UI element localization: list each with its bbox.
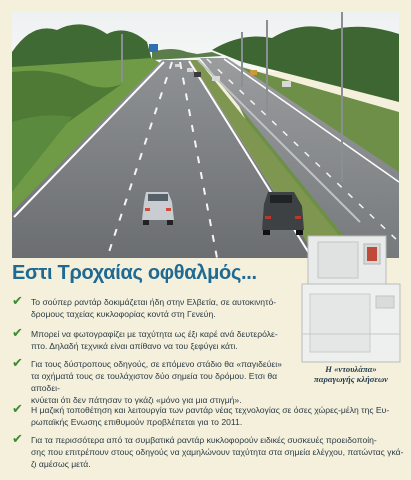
- highway-photo: [12, 12, 399, 258]
- image-caption: [292, 364, 410, 384]
- bullet-line: σης που επιτρέπουν στους οδηγούς να χαμηλώνουν ταχύτητα στα σημεία ελέγχου, πατώντας γκά-: [31, 447, 404, 457]
- bullet-line: Για τα περισσότερα από τα συμβατικά ραντάρ κυκλοφορούν ειδικές συσκευές προειδοποίη-: [31, 435, 377, 445]
- bullet-line: Η μαζική τοποθέτηση και λειτουργία των ραντάρ νέας τεχνολογίας σε όσες χώρες-μέλη της Ευ-: [31, 405, 390, 415]
- bullet-text: [31, 358, 301, 406]
- bullet-text: [31, 328, 301, 352]
- bullet-line: Για τους δύστροπους οδηγούς, σε επόμενο στάδιο θα «παγιδεύει»: [31, 359, 282, 369]
- check-mark-icon: ✔: [12, 325, 23, 340]
- check-mark-icon: ✔: [12, 431, 23, 446]
- bullet-text: [31, 296, 301, 320]
- check-mark-icon: ✔: [12, 401, 23, 416]
- caption-line-1: Η «ντουλάπα»: [325, 364, 377, 374]
- bullet-line: Μπορεί να φωτογραφίζει με ταχύτητα ως έξι καρέ ανά δευτερόλε-: [31, 329, 278, 339]
- bullet-text: [31, 404, 409, 428]
- bullet-line: ρωπαϊκής Ενωσης επιθυμούν προβλέπεται για το 2011.: [31, 417, 243, 427]
- check-mark-icon: ✔: [12, 355, 23, 370]
- bullet-line: ζι αμέσως μετά.: [31, 459, 91, 469]
- bullet-line: πτο. Δηλαδή τεχνικά είναι απίθανο να του ξεφύγει κάτι.: [31, 341, 238, 351]
- radar-cabinet-image: [300, 234, 402, 364]
- caption-line-2: παραγωγής κλήσεων: [314, 374, 388, 384]
- bullet-line: δρομους ταχείας κυκλοφορίας κοντά στη Γενεύη.: [31, 309, 216, 319]
- bullet-line: τα οχήματά τους σε τουλάχιστον δύο σημεία του δρόμου. Ετσι θα αποδει-: [31, 371, 278, 393]
- bullet-line: Το σούπερ ραντάρ δοκιμάζεται ήδη στην Ελβετία, σε αυτοκινητό-: [31, 297, 277, 307]
- article-headline: Εστι Τροχαίας οφθαλμός...: [12, 262, 257, 284]
- bullet-text: [31, 434, 409, 470]
- check-mark-icon: ✔: [12, 293, 23, 308]
- bullet-line: κνύεται ότι δεν πάτησαν το γκάζι «μόνο για μια στιγμή».: [31, 395, 242, 405]
